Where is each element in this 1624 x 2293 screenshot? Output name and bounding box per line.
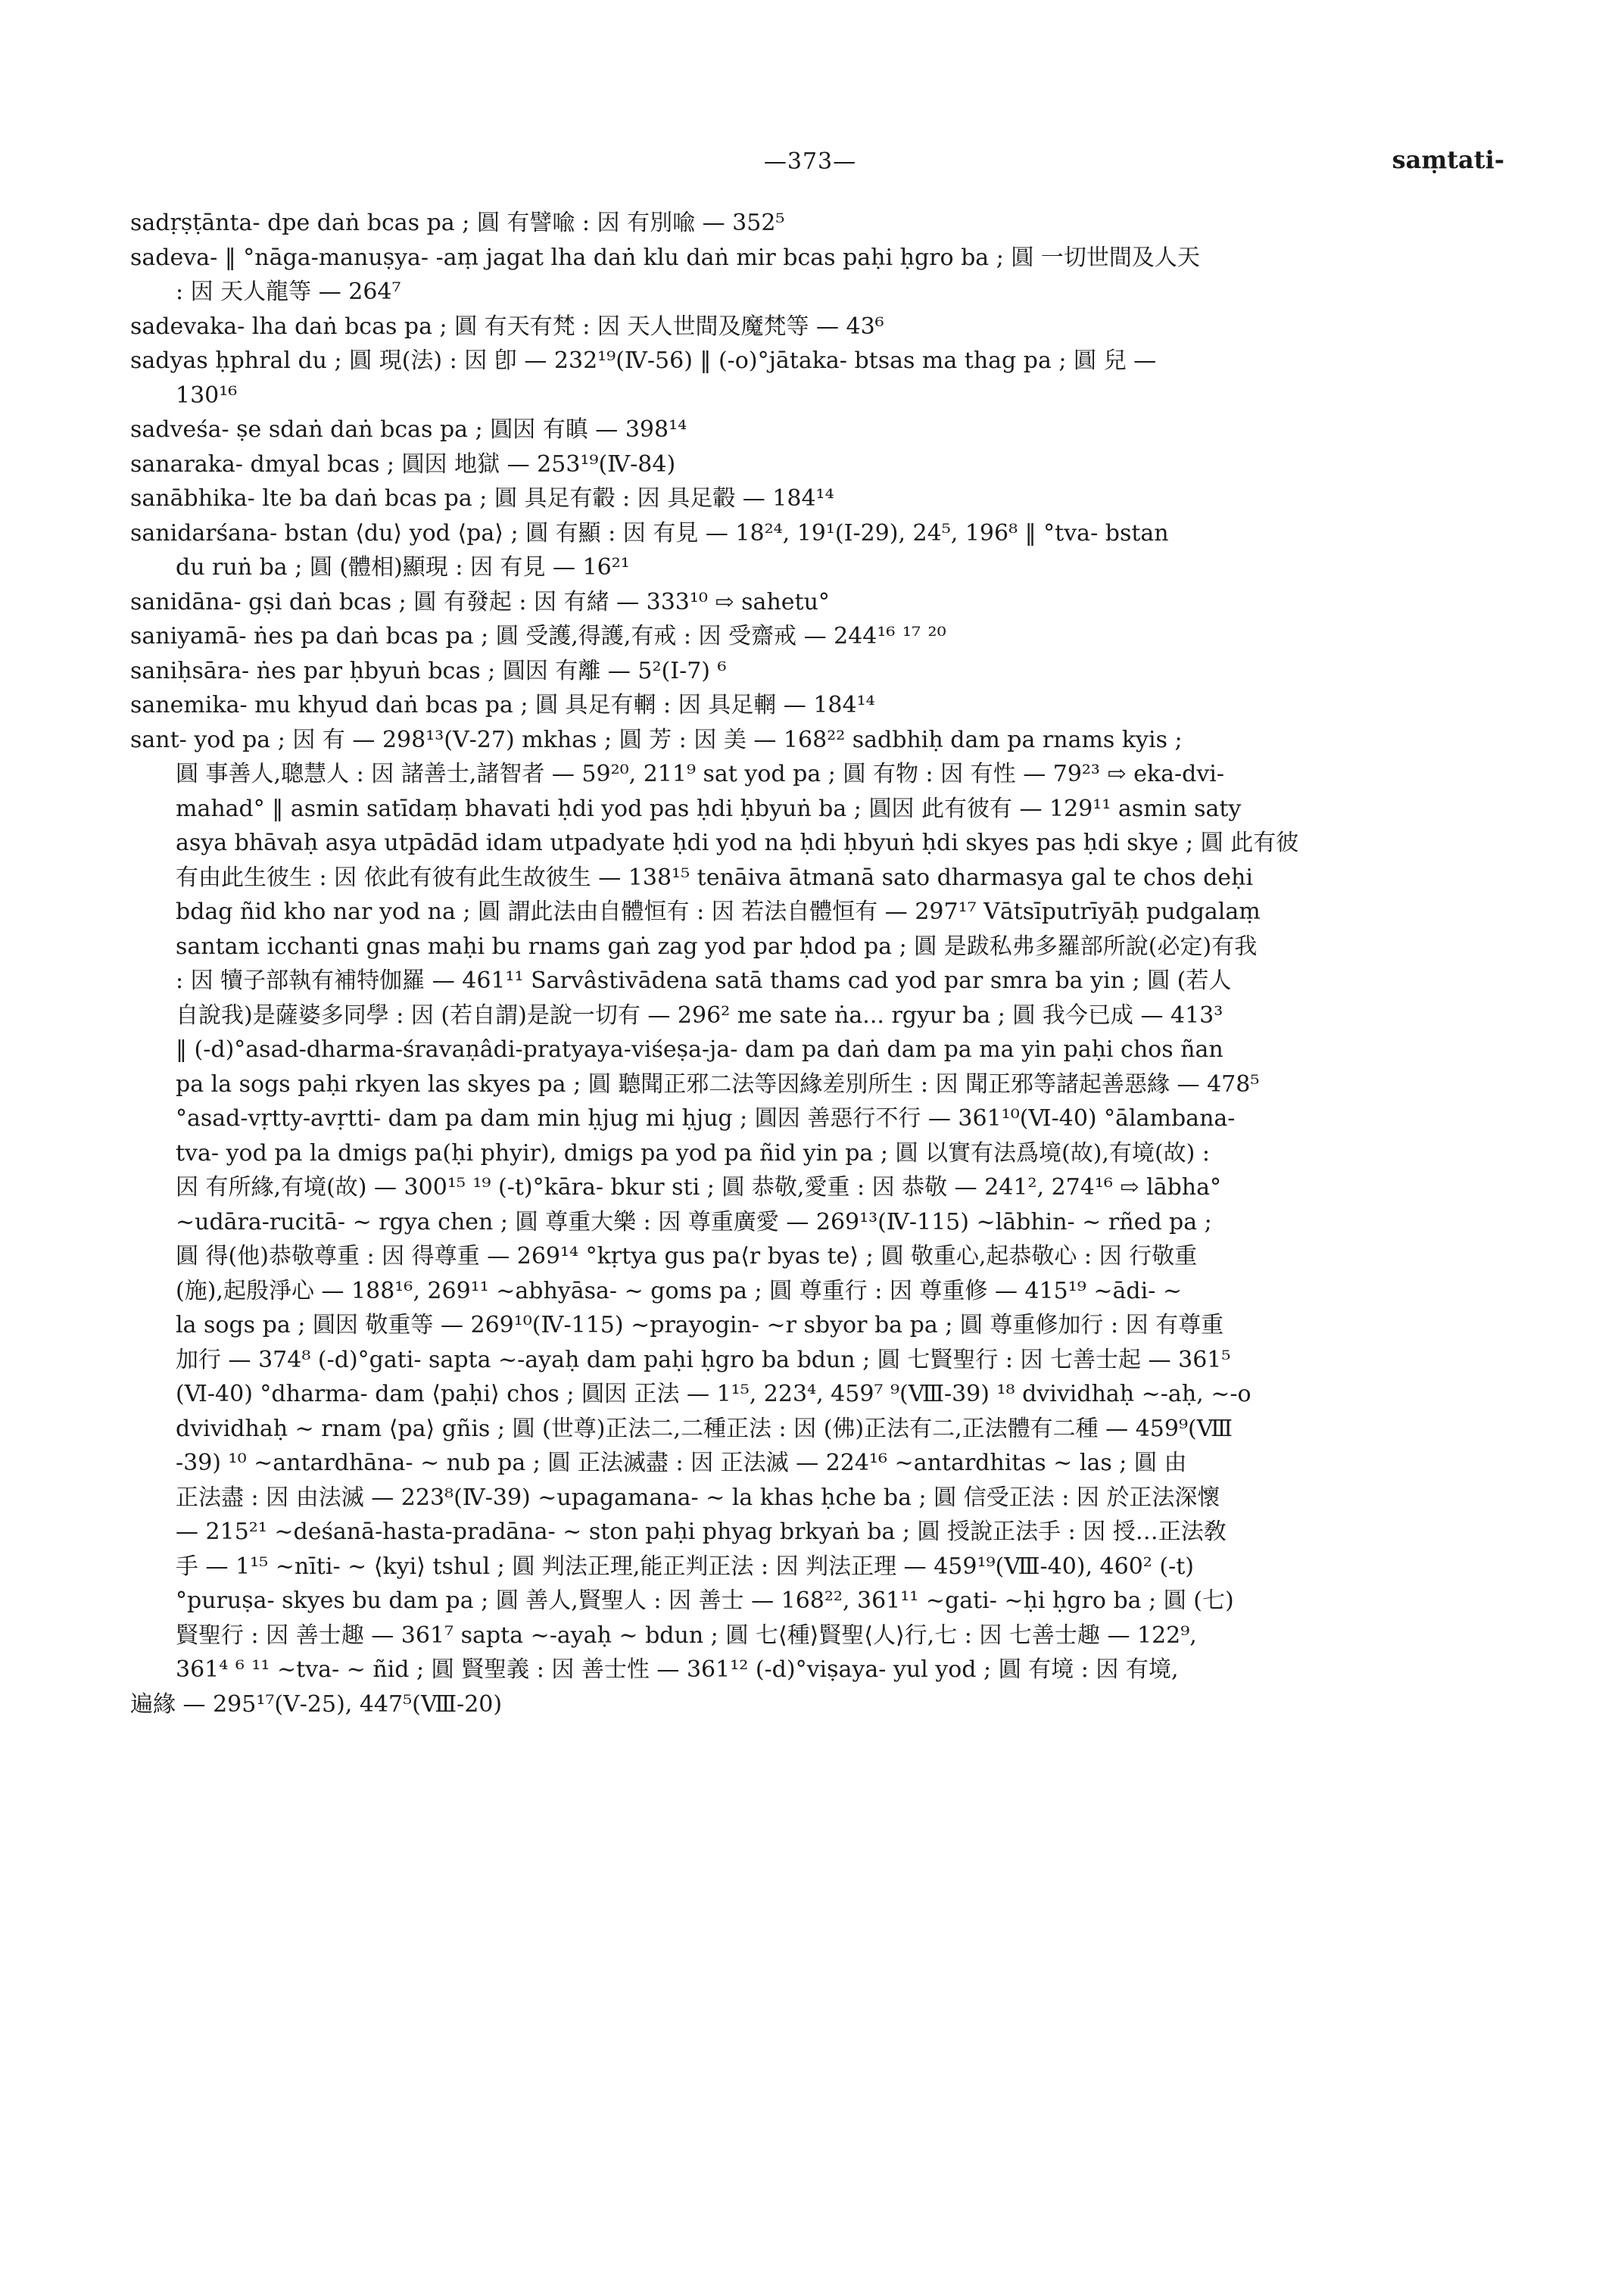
entry-line: -39) ¹⁰ ~antardhāna- ~ nub pa ; 圓 正法滅盡 : 因 正法滅 — 224¹⁶ ~antardhitas ~ las ; 圓 由 bbox=[176, 1450, 1187, 1476]
entry-line: °asad-vṛtty-avṛtti- dam pa dam min ḥjug mi ḥjug ; 圓因 善惡行不行 — 361¹⁰(Ⅵ-40) °ālambana- bbox=[176, 1105, 1236, 1132]
entry-line: : 因 犢子部執有補特伽羅 — 461¹¹ Sarvâstivādena satā thams cad yod par smra ba yin ; 圓 (若人 bbox=[176, 967, 1232, 994]
entry-line: saniḥsāra- ṅes par ḥbyuṅ bcas ; 圓因 有離 — 5²(Ⅰ-7) ⁶ bbox=[130, 657, 727, 684]
entry-line: santam icchanti gnas maḥi bu rnams gaṅ zag yod par ḥdod pa ; 圓 是跋私弗多羅部所說(必定)有我 bbox=[176, 933, 1258, 960]
entry-line: asya bhāvaḥ asya utpādād idam utpadyate ḥdi yod na ḥdi ḥbyuṅ ḥdi skyes pas ḥdi skye ; 圓 此有彼 bbox=[176, 830, 1299, 856]
entry-line: saniyamā- ṅes pa daṅ bcas pa ; 圓 受護,得護,有戒 : 因 受齋戒 — 244¹⁶ ¹⁷ ²⁰ bbox=[130, 623, 946, 650]
entry-line: °puruṣa- skyes bu dam pa ; 圓 善人,賢聖人 : 因 善士 — 168²², 361¹¹ ~gati- ~ḥi ḥgro ba ; 圓 (七) bbox=[176, 1587, 1234, 1614]
entry-line: sanidarśana- bstan ⟨du⟩ yod ⟨pa⟩ ; 圓 有顯 : 因 有見 — 18²⁴, 19¹(Ⅰ-29), 24⁵, 196⁸ ‖ °tva- bstan bbox=[130, 519, 1169, 547]
page-number: —373— bbox=[763, 148, 857, 175]
entry-line: 361⁴ ⁶ ¹¹ ~tva- ~ ñid ; 圓 賢聖義 : 因 善士性 — 361¹² (-d)°viṣaya- yul yod ; 圓 有境 : 因 有境, bbox=[176, 1656, 1179, 1683]
entry-line: sadṛṣṭānta- dpe daṅ bcas pa ; 圓 有譬喩 : 因 有別喩 — 352⁵ bbox=[130, 210, 785, 236]
entry-line: ‖ (-d)°asad-dharma-śravaṇâdi-pratyaya-viśeṣa-ja- dam pa daṅ dam pa ma yin paḥi chos ñan bbox=[176, 1036, 1223, 1063]
entry-line: tva- yod pa la dmigs pa(ḥi phyir), dmigs pa yod pa ñid yin pa ; 圓 以實有法爲境(故),有境(故) : bbox=[176, 1139, 1211, 1167]
entry-line: sanemika- mu khyud daṅ bcas pa ; 圓 具足有輞 : 因 具足輞 — 184¹⁴ bbox=[130, 692, 875, 718]
entry-line: ~udāra-rucitā- ~ rgya chen ; 圓 尊重大樂 : 因 尊重廣愛 — 269¹³(Ⅳ-115) ~lābhin- ~ rñed pa ; bbox=[176, 1208, 1212, 1235]
entry-line: mahad° ‖ asmin satīdaṃ bhavati ḥdi yod pas ḥdi ḥbyuṅ ba ; 圓因 此有彼有 — 129¹¹ asmin saty bbox=[176, 795, 1242, 822]
entry-line: sanaraka- dmyal bcas ; 圓因 地獄 — 253¹⁹(Ⅳ-84) bbox=[130, 450, 676, 478]
entry-list bbox=[130, 206, 1493, 1721]
entry-line: sadyas ḥphral du ; 圓 現(法) : 因 卽 — 232¹⁹(Ⅳ-56) ‖ (-o)°jātaka- btsas ma thag pa ; 圓 兒 — bbox=[130, 347, 1157, 374]
entry-line: pa la sogs paḥi rkyen las skyes pa ; 圓 聽聞正邪二法等因緣差別所生 : 因 聞正邪等諸起善惡緣 — 478⁵ bbox=[176, 1070, 1260, 1098]
running-head: saṃtati- bbox=[1392, 145, 1504, 174]
entry-line: sant- yod pa ; 因 有 — 298¹³(Ⅴ-27) mkhas ; 圓 芳 : 因 美 — 168²² sadbhiḥ dam pa rnams kyis ; bbox=[130, 726, 1183, 753]
entry-line: 正法盡 : 因 由法滅 — 223⁸(Ⅳ-39) ~upagamana- ~ la khas ḥche ba ; 圓 信受正法 : 因 於正法深懷 bbox=[176, 1484, 1220, 1511]
entry-line: 加行 — 374⁸ (-d)°gati- sapta ~-ayaḥ dam paḥi ḥgro ba bdun ; 圓 七賢聖行 : 因 七善士起 — 361⁵ bbox=[176, 1346, 1231, 1373]
entry-line: dvividhaḥ ~ rnam ⟨pa⟩ gñis ; 圓 (世尊)正法二,二種正法 : 因 (佛)正法有二,正法體有二種 — 459⁹(Ⅷ bbox=[176, 1415, 1233, 1442]
entry-line: 因 有所緣,有境(故) — 300¹⁵ ¹⁹ (-t)°kāra- bkur sti ; 圓 恭敬,愛重 : 因 恭敬 — 241², 274¹⁶ ⇨ lābha° bbox=[176, 1174, 1221, 1201]
entry-line: (Ⅵ-40) °dharma- dam ⟨paḥi⟩ chos ; 圓因 正法 — 1¹⁵, 223⁴, 459⁷ ⁹(Ⅷ-39) ¹⁸ dvividhaḥ ~-aḥ, ~-o bbox=[176, 1381, 1252, 1407]
entry-line: sanidāna- gṣi daṅ bcas ; 圓 有發起 : 因 有緒 — 333¹⁰ ⇨ sahetu° bbox=[130, 588, 830, 615]
entry-line: sanābhika- lte ba daṅ bcas pa ; 圓 具足有轂 : 因 具足轂 — 184¹⁴ bbox=[130, 485, 834, 512]
entry-line: 遍緣 — 295¹⁷(Ⅴ-25), 447⁵(Ⅷ-20) bbox=[130, 1690, 503, 1718]
entry-line: (施),起殷淨心 — 188¹⁶, 269¹¹ ~abhyāsa- ~ goms pa ; 圓 尊重行 : 因 尊重修 — 415¹⁹ ~ādi- ~ bbox=[176, 1277, 1182, 1304]
entry-line: 圓 事善人,聰慧人 : 因 諸善士,諸智者 — 59²⁰, 211⁹ sat yod pa ; 圓 有物 : 因 有性 — 79²³ ⇨ eka-dvi- bbox=[176, 761, 1225, 787]
entry-line: du ruṅ ba ; 圓 (體相)顯現 : 因 有見 — 16²¹ bbox=[176, 554, 630, 581]
entry-line: 自說我)是薩婆多同學 : 因 (若自謂)是說一切有 — 296² me sate ṅa... rgyur ba ; 圓 我今已成 — 413³ bbox=[176, 1002, 1223, 1029]
entry-line: bdag ñid kho nar yod na ; 圓 謂此法由自體恒有 : 因 若法自體恒有 — 297¹⁷ Vātsīputrīyāḥ pudgalaṃ bbox=[176, 899, 1261, 925]
entry-line: 賢聖行 : 因 善士趣 — 361⁷ sapta ~-ayaḥ ~ bdun ; 圓 七⟨種⟩賢聖⟨人⟩行,七 : 因 七善士趣 — 122⁹, bbox=[176, 1622, 1197, 1649]
entry-line: — 215²¹ ~deśanā-hasta-pradāna- ~ ston paḥi phyag brkyaṅ ba ; 圓 授說正法手 : 因 授…正法敎 bbox=[176, 1519, 1227, 1545]
entry-line: 圓 得(他)恭敬尊重 : 因 得尊重 — 269¹⁴ °kṛtya gus pa⟨r byas te⟩ ; 圓 敬重心,起恭敬心 : 因 行敬重 bbox=[176, 1243, 1198, 1270]
entry-line: sadeva- ‖ °nāga-manuṣya- -aṃ jagat lha daṅ klu daṅ mir bcas paḥi ḥgro ba ; 圓 一切世間及人天 bbox=[130, 244, 1200, 271]
entry-line: 130¹⁶ bbox=[176, 382, 238, 409]
entry-line: sadevaka- lha daṅ bcas pa ; 圓 有天有梵 : 因 天人世間及魔梵等 — 43⁶ bbox=[130, 313, 884, 340]
entry-line: : 因 天人龍等 — 264⁷ bbox=[176, 279, 401, 305]
entry-line: la sogs pa ; 圓因 敬重等 — 269¹⁰(Ⅳ-115) ~prayogin- ~r sbyor ba pa ; 圓 尊重修加行 : 因 有尊重 bbox=[176, 1312, 1224, 1338]
entry-line: sadveśa- ṣe sdaṅ daṅ bcas pa ; 圓因 有瞋 — 398¹⁴ bbox=[130, 416, 687, 443]
entry-line: 手 — 1¹⁵ ~nīti- ~ ⟨kyi⟩ tshul ; 圓 判法正理,能正判正法 : 因 判法正理 — 459¹⁹(Ⅷ-40), 460² (-t) bbox=[176, 1553, 1194, 1580]
entry-line: 有由此生彼生 : 因 依此有彼有此生故彼生 — 138¹⁵ tenāiva ātmanā sato dharmasya gal te chos deḥi bbox=[176, 864, 1253, 891]
